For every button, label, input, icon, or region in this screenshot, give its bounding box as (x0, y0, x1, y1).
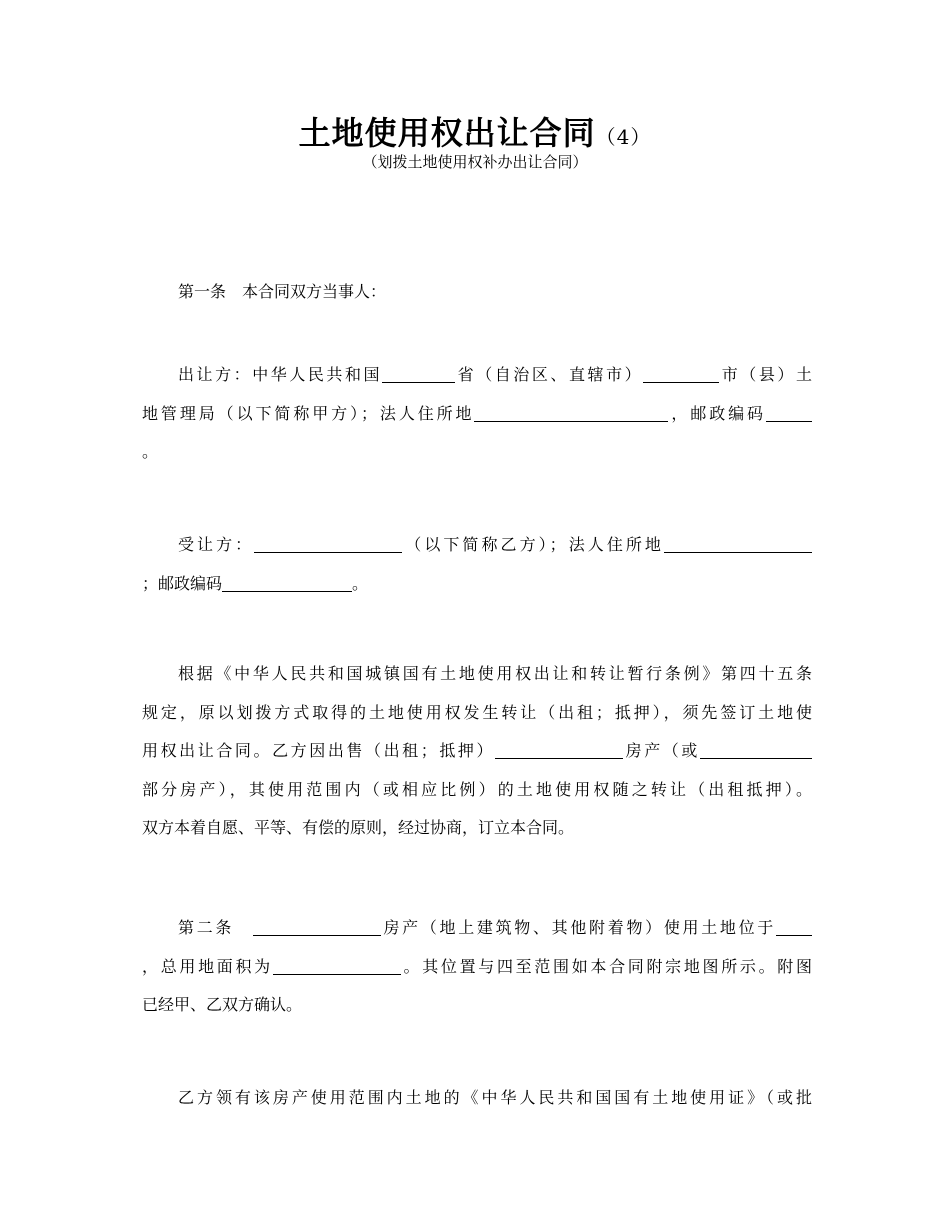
area-blank[interactable] (273, 957, 401, 975)
document-title (0, 113, 950, 157)
transferee-label: 受让方： (178, 535, 255, 554)
basis-line-4: 部分房产），其使用范围内（或相应比例）的土地使用权随之转让（出租抵押）。 (142, 779, 812, 799)
postcode-label: ，邮政编码 (668, 403, 766, 423)
transferor-postcode-blank[interactable] (766, 404, 812, 422)
province-blank[interactable] (382, 365, 455, 383)
transferor-line-3: 。 (142, 442, 159, 461)
basis-paragraph (142, 655, 812, 848)
certificate-line-1: 乙方领有该房产使用范围内土地的《中华人民共和国国有土地使用证》（或批 (178, 1088, 812, 1107)
transferor-line-1 (142, 356, 812, 395)
property-blank[interactable] (495, 741, 623, 759)
transferee-name-blank[interactable] (254, 535, 402, 553)
article-2-property-blank[interactable] (253, 918, 381, 936)
city-suffix: 市（县）土 (719, 365, 812, 384)
transferee-paragraph (142, 526, 812, 603)
article-2-label: 第二条 (178, 918, 253, 937)
title-block (0, 113, 950, 171)
transferor-label: 出让方：中华人民共和国 (178, 365, 383, 384)
transferor-line-2 (142, 395, 812, 434)
transferee-line-1 (142, 526, 812, 565)
boundary-text: 。其位置与四至范围如本合同附宗地图所示。附图 (400, 956, 812, 976)
article-2-line-3: 已经甲、乙双方确认。 (142, 995, 303, 1014)
article-1-text: 第一条 本合同双方当事人： (178, 282, 387, 301)
location-blank[interactable] (776, 918, 812, 936)
transferee-postcode-label: ；邮政编码 (142, 573, 223, 593)
article-2-line-1 (142, 909, 812, 948)
basis-line-5: 双方本着自愿、平等、有偿的原则，经过协商，订立本合同。 (142, 818, 575, 837)
basis-line-3-text: 用权出让合同。乙方因出售（出租；抵押） (142, 741, 496, 760)
transferee-address-blank[interactable] (664, 535, 812, 553)
certificate-paragraph (142, 1079, 812, 1118)
article-2-location-text: 房产（地上建筑物、其他附着物）使用土地位于 (380, 918, 776, 937)
transferee-line-2 (142, 565, 812, 604)
transferee-mid-text: （以下简称乙方）；法人住所地 (402, 535, 664, 554)
article-2-line-2 (142, 948, 812, 987)
article-1-heading (142, 273, 812, 312)
basis-line-2: 规定，原以划拨方式取得的土地使用权发生转让（出租；抵押），须先签订土地使 (142, 702, 812, 722)
property-or-text: 房产（或 (623, 741, 700, 760)
transferee-postcode-blank[interactable] (222, 574, 352, 592)
title-number: （4） (595, 125, 652, 149)
article-2-paragraph (142, 909, 812, 1025)
transferor-paragraph (142, 356, 812, 472)
document-subtitle: （划拨土地使用权补办出让合同） (362, 153, 588, 171)
city-blank[interactable] (643, 365, 719, 383)
title-text: 土地使用权出让合同 (298, 114, 596, 152)
province-suffix: 省（自治区、直辖市） (455, 365, 644, 384)
area-label: ，总用地面积为 (142, 956, 273, 976)
basis-line-1: 根据《中华人民共和国城镇国有土地使用权出让和转让暂行条例》第四十五条 (178, 664, 812, 683)
land-bureau-text: 地管理局（以下简称甲方）；法人住所地 (142, 403, 475, 423)
transferor-address-blank[interactable] (474, 404, 668, 422)
partial-property-blank[interactable] (700, 741, 812, 759)
basis-line-3 (142, 732, 812, 771)
transferee-end: 。 (352, 573, 369, 593)
